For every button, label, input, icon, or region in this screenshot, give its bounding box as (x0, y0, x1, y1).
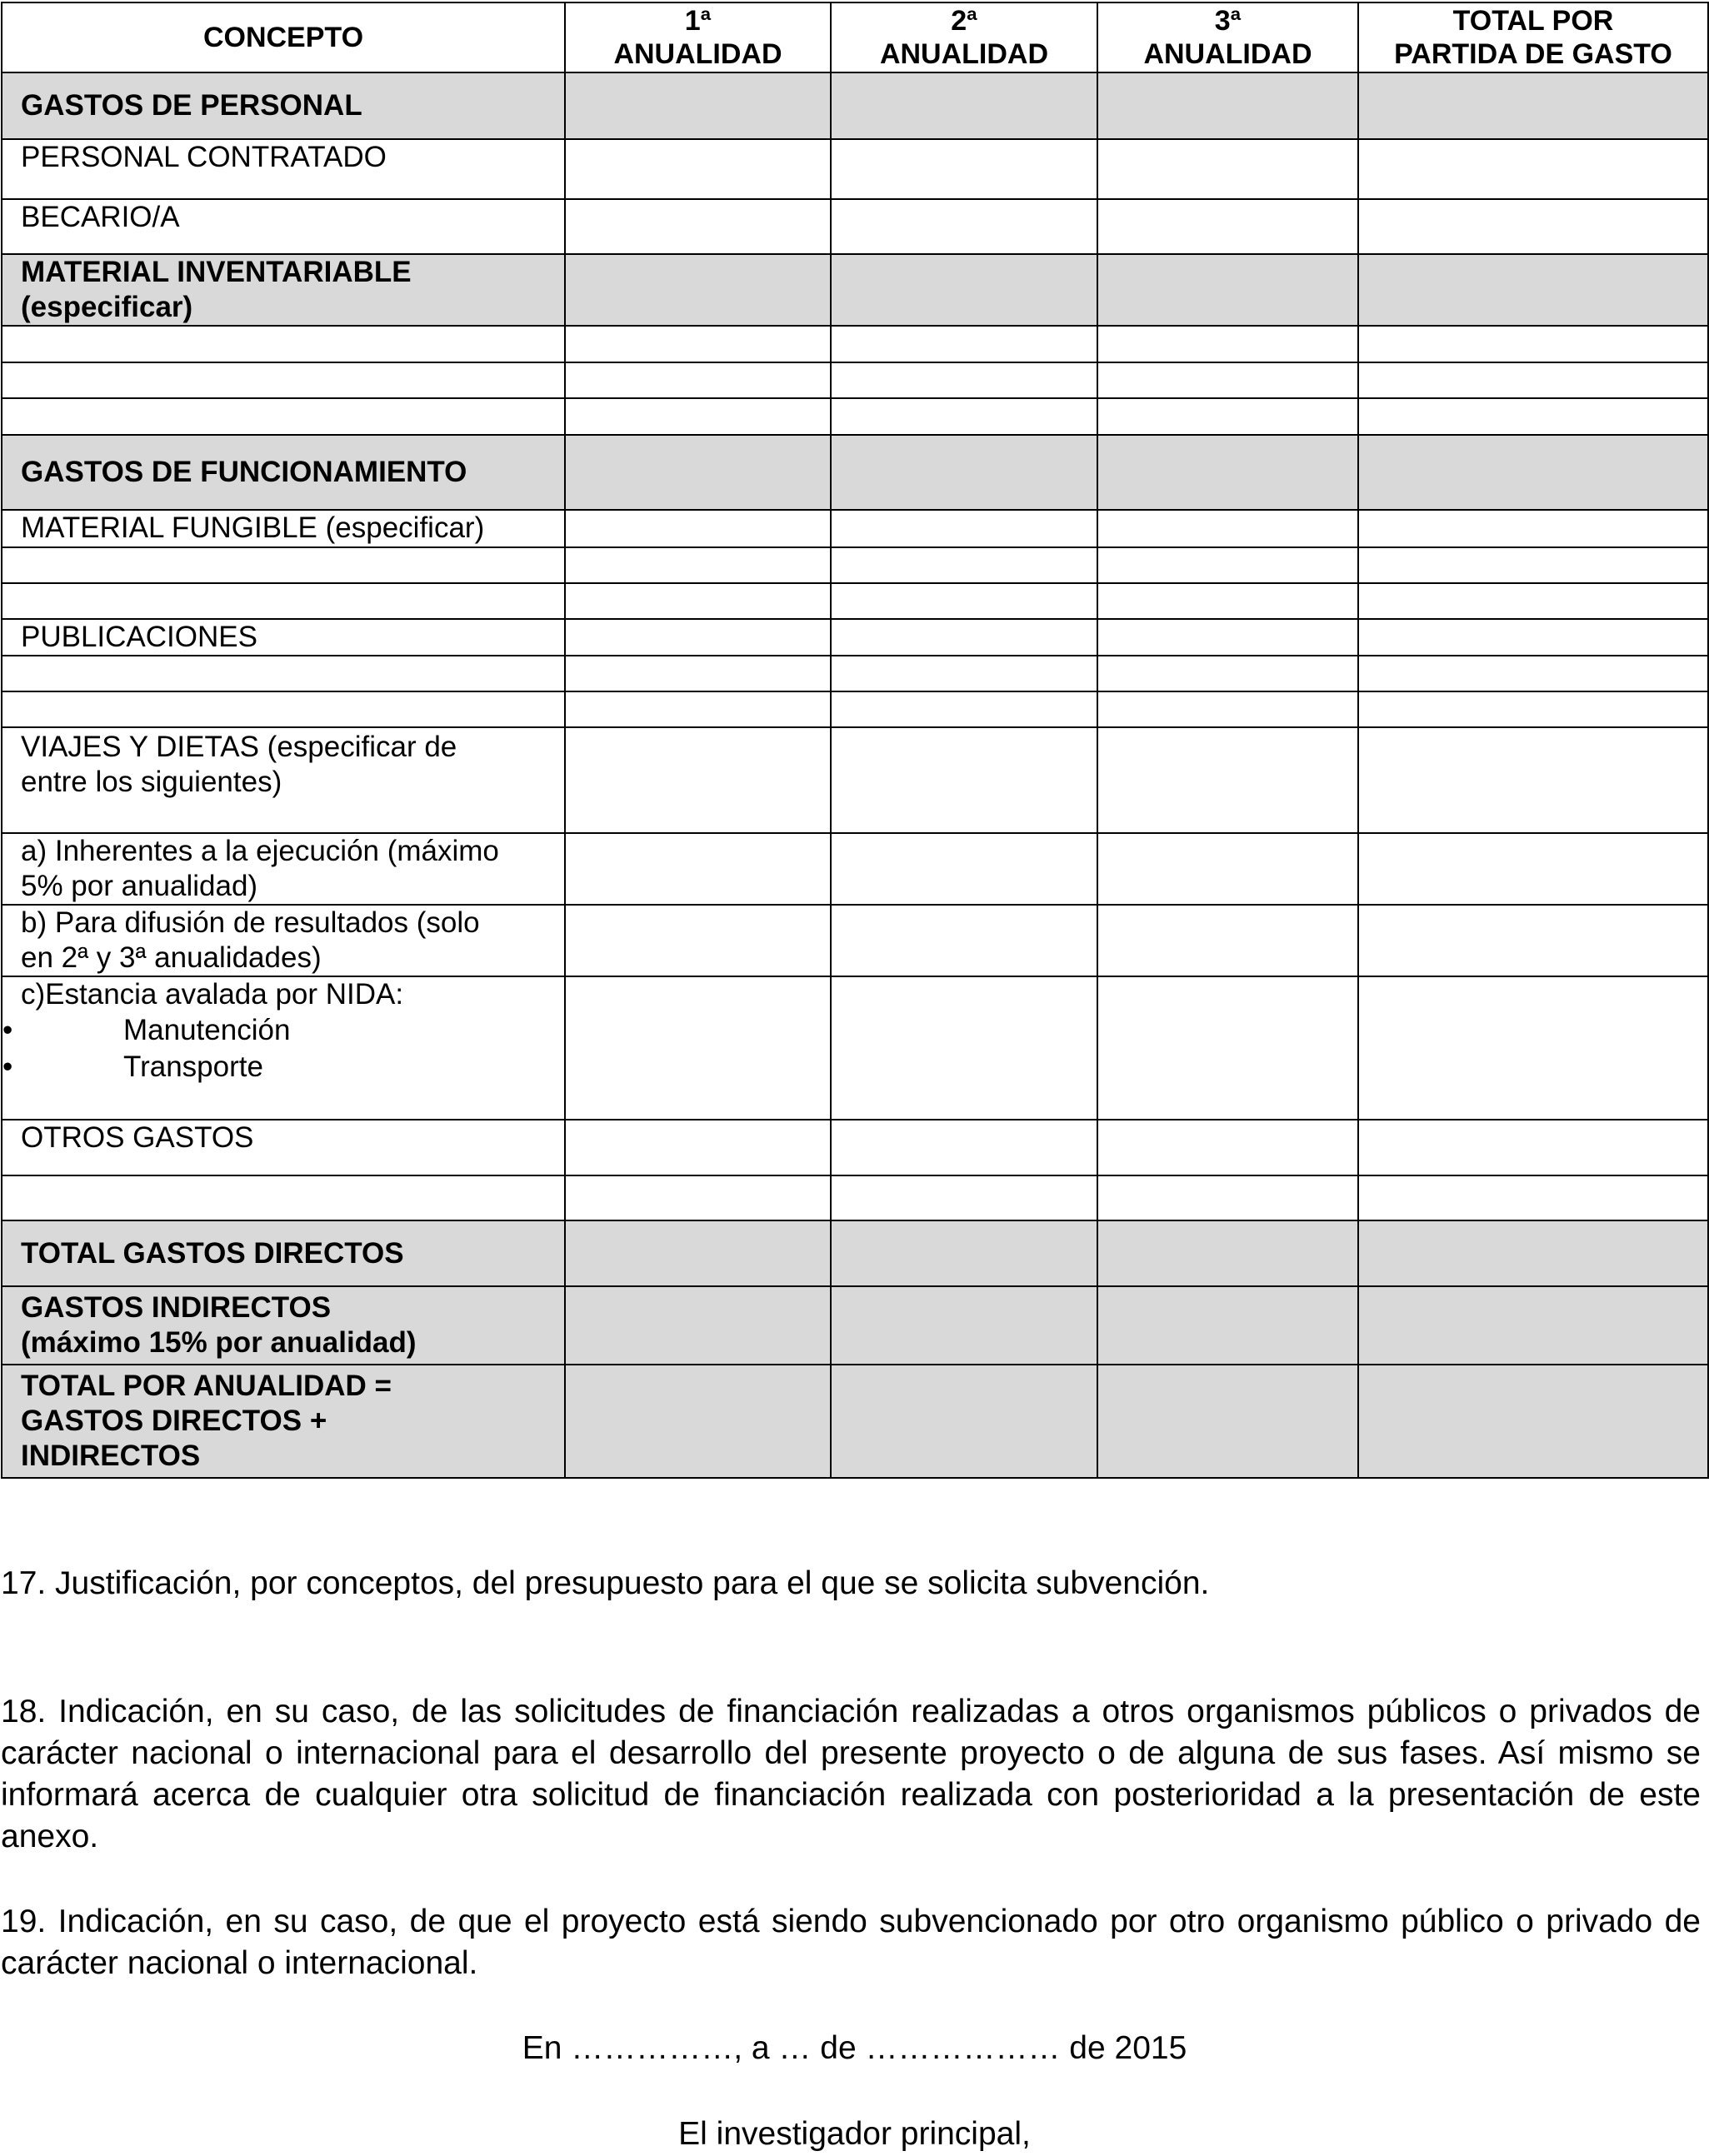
header-year2-label: ANUALIDAD (879, 38, 1049, 70)
cell-year2[interactable] (831, 1220, 1097, 1286)
header-year3-num: 3ª (1214, 5, 1242, 37)
cell-total[interactable] (1358, 656, 1708, 691)
budget-table (1, 2, 1709, 1479)
estancia-list (2, 1012, 564, 1085)
cell-year3[interactable] (1097, 583, 1358, 619)
cell-year3[interactable] (1097, 905, 1358, 976)
cell-year2[interactable] (831, 199, 1097, 254)
cell-year1[interactable] (565, 691, 831, 727)
cell-year3[interactable] (1097, 619, 1358, 656)
cell-total[interactable] (1358, 583, 1708, 619)
cell-year1[interactable] (565, 1120, 831, 1175)
cell-year1[interactable] (565, 139, 831, 199)
paragraph-19: 19. Indicación, en su caso, de que el proyecto está siendo subvencionado por otro organismo público o privado de carácter nacional o internacional. (1, 1904, 1701, 1981)
cell-total[interactable] (1358, 362, 1708, 398)
cell-total[interactable] (1358, 139, 1708, 199)
bullet-icon: • (2, 1014, 13, 1046)
concept-label: MATERIAL INVENTARIABLE (especificar) (21, 256, 412, 323)
cell-concept[interactable] (2, 1175, 565, 1220)
cell-total[interactable] (1358, 1286, 1708, 1365)
cell-year2[interactable] (831, 833, 1097, 905)
cell-year1[interactable] (565, 656, 831, 691)
row-personal-contratado (2, 139, 1708, 199)
row-blank (2, 691, 1708, 727)
cell-total[interactable] (1358, 72, 1708, 139)
cell-year3[interactable] (1097, 1286, 1358, 1365)
cell-year2[interactable] (831, 362, 1097, 398)
concept-label: MATERIAL FUNGIBLE (especificar) (21, 512, 485, 544)
cell-year1[interactable] (565, 398, 831, 435)
list-item (2, 1049, 564, 1085)
cell-total[interactable] (1358, 1365, 1708, 1478)
cell-year3[interactable] (1097, 139, 1358, 199)
row-viajes-dietas (2, 727, 1708, 833)
cell-total[interactable] (1358, 510, 1708, 547)
cell-year2[interactable] (831, 326, 1097, 362)
cell-year2[interactable] (831, 139, 1097, 199)
concept-label: GASTOS DE FUNCIONAMIENTO (21, 456, 467, 488)
header-year1-num: 1ª (684, 5, 712, 37)
cell-total[interactable] (1358, 727, 1708, 833)
cell-year2[interactable] (831, 1175, 1097, 1220)
header-total-line1: TOTAL POR (1452, 5, 1614, 37)
row-material-fungible (2, 510, 1708, 547)
concept-label: OTROS GASTOS (21, 1121, 254, 1154)
paragraph-17: 17. Justificación, por conceptos, del presupuesto para el que se solicita subvención. (1, 1565, 1210, 1601)
cell-total[interactable] (1358, 905, 1708, 976)
row-gastos-personal (2, 72, 1708, 139)
cell-year1[interactable] (565, 547, 831, 583)
cell-concept (2, 727, 565, 833)
row-blank (2, 547, 1708, 583)
header-year1 (565, 2, 831, 72)
cell-total[interactable] (1358, 326, 1708, 362)
cell-concept (2, 435, 565, 510)
cell-concept (2, 1120, 565, 1175)
cell-year1[interactable] (565, 510, 831, 547)
cell-year2[interactable] (831, 727, 1097, 833)
cell-year1[interactable] (565, 976, 831, 1120)
cell-year2[interactable] (831, 691, 1097, 727)
cell-year2[interactable] (831, 619, 1097, 656)
cell-concept (2, 976, 565, 1120)
row-publicaciones (2, 619, 1708, 656)
cell-year3[interactable] (1097, 1365, 1358, 1478)
cell-total[interactable] (1358, 547, 1708, 583)
cell-year2[interactable] (831, 435, 1097, 510)
row-blank (2, 656, 1708, 691)
cell-year2[interactable] (831, 976, 1097, 1120)
row-total-anualidad (2, 1365, 1708, 1478)
cell-concept (2, 139, 565, 199)
cell-concept (2, 619, 565, 656)
cell-year1[interactable] (565, 1220, 831, 1286)
cell-year2[interactable] (831, 1286, 1097, 1365)
concept-label: TOTAL POR ANUALIDAD = GASTOS DIRECTOS + INDIRECTOS (21, 1370, 392, 1472)
cell-total[interactable] (1358, 1220, 1708, 1286)
row-blank (2, 583, 1708, 619)
row-blank (2, 362, 1708, 398)
cell-year2[interactable] (831, 72, 1097, 139)
list-item-label: Transporte (123, 1051, 263, 1083)
cell-year2[interactable] (831, 547, 1097, 583)
cell-concept (2, 833, 565, 905)
cell-year3[interactable] (1097, 72, 1358, 139)
concept-label: GASTOS INDIRECTOS (máximo 15% por anualidad) (21, 1291, 417, 1359)
cell-year3[interactable] (1097, 1220, 1358, 1286)
concept-label: VIAJES Y DIETAS (especificar de entre los siguientes) (21, 731, 457, 798)
cell-concept[interactable] (2, 656, 565, 691)
cell-year1[interactable] (565, 199, 831, 254)
cell-total[interactable] (1358, 691, 1708, 727)
concept-label: PERSONAL CONTRATADO (21, 141, 387, 173)
cell-year3[interactable] (1097, 691, 1358, 727)
cell-year3[interactable] (1097, 326, 1358, 362)
cell-year3[interactable] (1097, 976, 1358, 1120)
cell-total[interactable] (1358, 833, 1708, 905)
paragraph-18: 18. Indicación, en su caso, de las solicitudes de financiación realizadas a otros organismos públicos o privados de carácter nacional o internacional para el desarrollo del presente proyecto o de alguna de sus fases. Así mismo se informará acerca de cualquier otra solicitud de financiación realizada con posterioridad a la presentación de este anexo. (1, 1694, 1701, 1854)
header-row (2, 2, 1708, 72)
row-gastos-indirectos (2, 1286, 1708, 1365)
cell-year3[interactable] (1097, 1175, 1358, 1220)
cell-concept[interactable] (2, 362, 565, 398)
cell-total[interactable] (1358, 398, 1708, 435)
cell-total[interactable] (1358, 199, 1708, 254)
cell-concept (2, 1220, 565, 1286)
cell-year1[interactable] (565, 905, 831, 976)
cell-year1[interactable] (565, 1175, 831, 1220)
cell-year1[interactable] (565, 1365, 831, 1478)
header-year2-num: 2ª (951, 5, 977, 37)
cell-year1[interactable] (565, 1286, 831, 1365)
cell-year1[interactable] (565, 362, 831, 398)
cell-year2[interactable] (831, 254, 1097, 326)
row-blank (2, 1175, 1708, 1220)
row-total-directos (2, 1220, 1708, 1286)
cell-total[interactable] (1358, 254, 1708, 326)
cell-concept (2, 905, 565, 976)
list-item-label: Manutención (123, 1014, 291, 1046)
cell-year3[interactable] (1097, 833, 1358, 905)
header-total (1358, 2, 1708, 72)
cell-year1[interactable] (565, 326, 831, 362)
cell-year1[interactable] (565, 72, 831, 139)
row-becario (2, 199, 1708, 254)
cell-total[interactable] (1358, 619, 1708, 656)
cell-year3[interactable] (1097, 656, 1358, 691)
bullet-icon: • (2, 1051, 13, 1083)
concept-label: c)Estancia avalada por NIDA: (21, 978, 404, 1011)
cell-year2[interactable] (831, 1365, 1097, 1478)
header-year2 (831, 2, 1097, 72)
cell-year3[interactable] (1097, 435, 1358, 510)
concept-label: a) Inherentes a la ejecución (máximo 5% por anualidad) (21, 835, 499, 902)
cell-concept (2, 510, 565, 547)
cell-concept (2, 199, 565, 254)
cell-concept[interactable] (2, 691, 565, 727)
row-otros-gastos (2, 1120, 1708, 1175)
cell-concept[interactable] (2, 547, 565, 583)
row-difusion (2, 905, 1708, 976)
cell-year1[interactable] (565, 254, 831, 326)
cell-year3[interactable] (1097, 398, 1358, 435)
cell-total[interactable] (1358, 435, 1708, 510)
cell-year3[interactable] (1097, 199, 1358, 254)
row-material-inventariable (2, 254, 1708, 326)
cell-year2[interactable] (831, 656, 1097, 691)
cell-year3[interactable] (1097, 727, 1358, 833)
cell-concept (2, 72, 565, 139)
list-item (2, 1012, 564, 1049)
row-blank (2, 398, 1708, 435)
cell-year3[interactable] (1097, 1120, 1358, 1175)
cell-year2[interactable] (831, 905, 1097, 976)
concept-label: BECARIO/A (21, 201, 180, 233)
cell-year1[interactable] (565, 435, 831, 510)
signer-line: El investigador principal, (678, 2116, 1031, 2152)
cell-concept (2, 1286, 565, 1365)
row-inherentes (2, 833, 1708, 905)
cell-year3[interactable] (1097, 254, 1358, 326)
cell-year2[interactable] (831, 1120, 1097, 1175)
header-year3-label: ANUALIDAD (1143, 38, 1312, 70)
cell-year3[interactable] (1097, 362, 1358, 398)
row-gastos-funcionamiento (2, 435, 1708, 510)
cell-year1[interactable] (565, 583, 831, 619)
cell-concept[interactable] (2, 583, 565, 619)
place-date-line: En ……………, a … de ……………… de 2015 (522, 2030, 1187, 2066)
concept-label: b) Para difusión de resultados (solo en 2ª y 3ª anualidades) (21, 906, 480, 974)
cell-year2[interactable] (831, 510, 1097, 547)
cell-concept[interactable] (2, 326, 565, 362)
row-estancia (2, 976, 1708, 1120)
concept-label: PUBLICACIONES (21, 621, 257, 653)
cell-year3[interactable] (1097, 510, 1358, 547)
row-blank (2, 326, 1708, 362)
cell-total[interactable] (1358, 1175, 1708, 1220)
header-year1-label: ANUALIDAD (613, 38, 782, 70)
concept-label: GASTOS DE PERSONAL (21, 89, 362, 122)
concept-label: TOTAL GASTOS DIRECTOS (21, 1236, 404, 1270)
cell-concept (2, 1365, 565, 1478)
header-total-line2: PARTIDA DE GASTO (1394, 38, 1672, 70)
header-concepto (2, 2, 565, 72)
cell-year1[interactable] (565, 833, 831, 905)
cell-concept (2, 254, 565, 326)
header-year3 (1097, 2, 1358, 72)
cell-total[interactable] (1358, 1120, 1708, 1175)
cell-year3[interactable] (1097, 547, 1358, 583)
header-concepto-label: CONCEPTO (202, 22, 364, 53)
cell-year2[interactable] (831, 583, 1097, 619)
cell-total[interactable] (1358, 976, 1708, 1120)
cell-concept[interactable] (2, 398, 565, 435)
cell-year1[interactable] (565, 727, 831, 833)
cell-year1[interactable] (565, 619, 831, 656)
cell-year2[interactable] (831, 398, 1097, 435)
